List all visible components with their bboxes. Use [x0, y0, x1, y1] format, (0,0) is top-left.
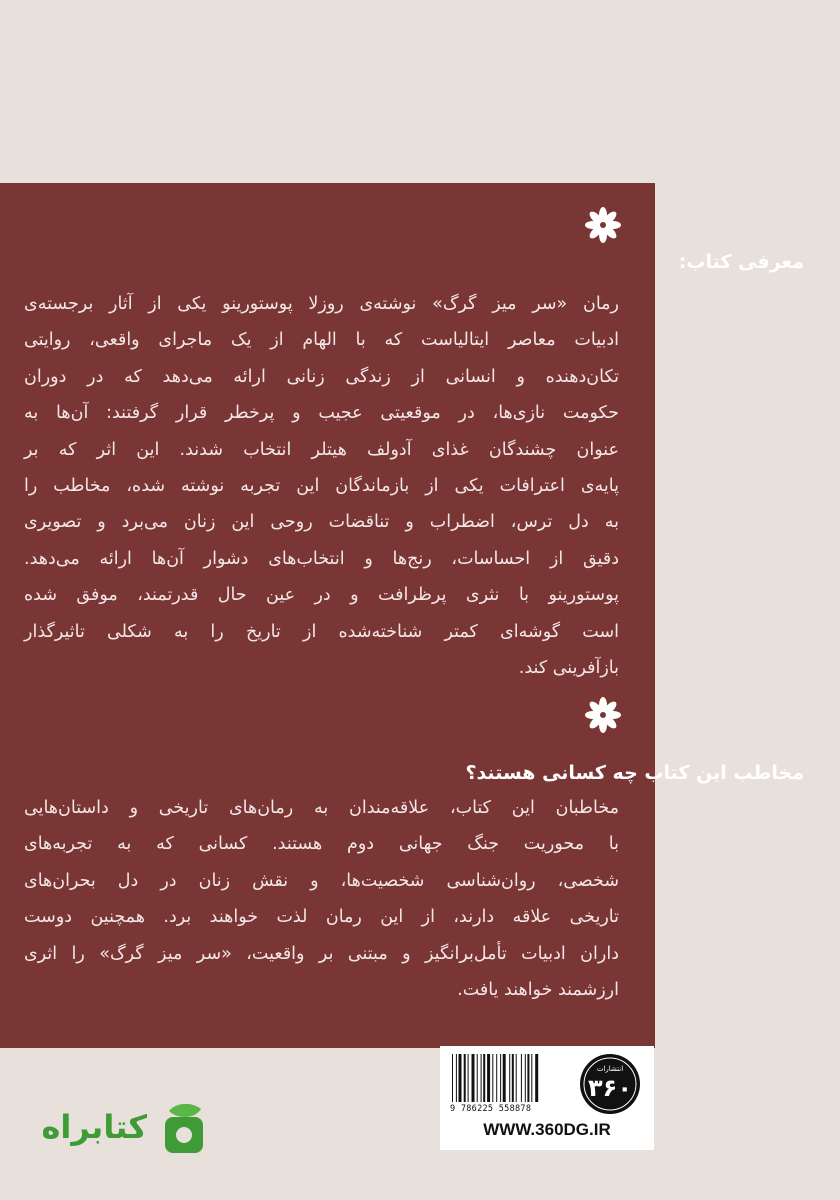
publisher-website: WWW.360DG.IR [483, 1120, 611, 1139]
text-line: حکومت نازی‌ها، در موقعیتی عجیب و پرخطر قرار گرفتند: آن‌ها به [24, 403, 619, 424]
barcode-box [440, 1046, 654, 1150]
publisher-logo-label: انتشارات [596, 1065, 624, 1073]
ketabrah-name: کتابراه [41, 1108, 147, 1146]
text-line: بازآفرینی کند. [518, 657, 619, 678]
text-line: ارزشمند خواهند یافت. [457, 979, 619, 1000]
audience-heading: مخاطب این کتاب چه کسانی هستند؟ [465, 762, 804, 784]
publisher-logo-number: ۳۶۰ [588, 1074, 632, 1102]
text-line: ادبیات معاصر ایتالیاست که با الهام از یک ماجرای واقعی، روایتی [24, 330, 619, 351]
intro-paragraph [24, 286, 619, 686]
audience-paragraph [24, 790, 619, 1008]
text-line: مخاطبان این کتاب، علاقه‌مندان به رمان‌های تاریخی و داستان‌هایی [24, 798, 619, 818]
text-line: رمان «سر میز گرگ» نوشته‌ی روزلا پوستورینو یکی از آثار برجسته‌ی [24, 294, 619, 314]
text-line: پایه‌ی اعترافات یکی از بازماندگان این تجربه نوشته شده، مخاطب را [24, 475, 619, 496]
text-line: است گوشه‌ای کمتر شناخته‌شده از تاریخ را به شکلی تاثیرگذار [24, 621, 619, 642]
text-line: عنوان چشندگان غذای آدولف هیتلر انتخاب شدند. این اثر که بر [24, 439, 619, 460]
isbn-number: 9 786225 558878 [450, 1104, 532, 1114]
text-line: شخصی، روان‌شناسی شخصیت‌ها، و نقش زنان در دل بحران‌های [24, 870, 619, 891]
text-line: پوستورینو با نثری پرظرافت و در عین حال قدرتمند، موفق شده [24, 585, 619, 606]
text-line: با محوریت جنگ جهانی دوم هستند. کسانی که به تجربه‌های [24, 834, 619, 855]
flower-icon [583, 695, 623, 735]
text-line: دقیق از احساسات، رنج‌ها و انتخاب‌های دشوار آن‌ها ارائه می‌دهد. [24, 548, 619, 569]
publisher-logo [578, 1052, 642, 1116]
isbn-barcode [450, 1054, 570, 1116]
text-line: داران ادبیات تأمل‌برانگیز و مبتنی بر واقعیت، «سر میز گرگ» را اثری [24, 943, 619, 964]
ketabrah-logo [40, 1095, 215, 1161]
text-line: به دل ترس، اضطراب و تناقضات روحی این زنان می‌برد و تصویری [24, 512, 619, 533]
flower-icon [583, 205, 623, 245]
book-leaf-icon [151, 1095, 215, 1159]
text-line: تکان‌دهنده و انسانی از زندگی زنانی ارائه می‌دهد که در دوران [24, 366, 619, 387]
text-line: تاریخی علاقه دارند، از این رمان لذت خواهند برد. همچنین دوست [24, 907, 619, 928]
intro-heading: معرفی کتاب: [678, 251, 804, 273]
